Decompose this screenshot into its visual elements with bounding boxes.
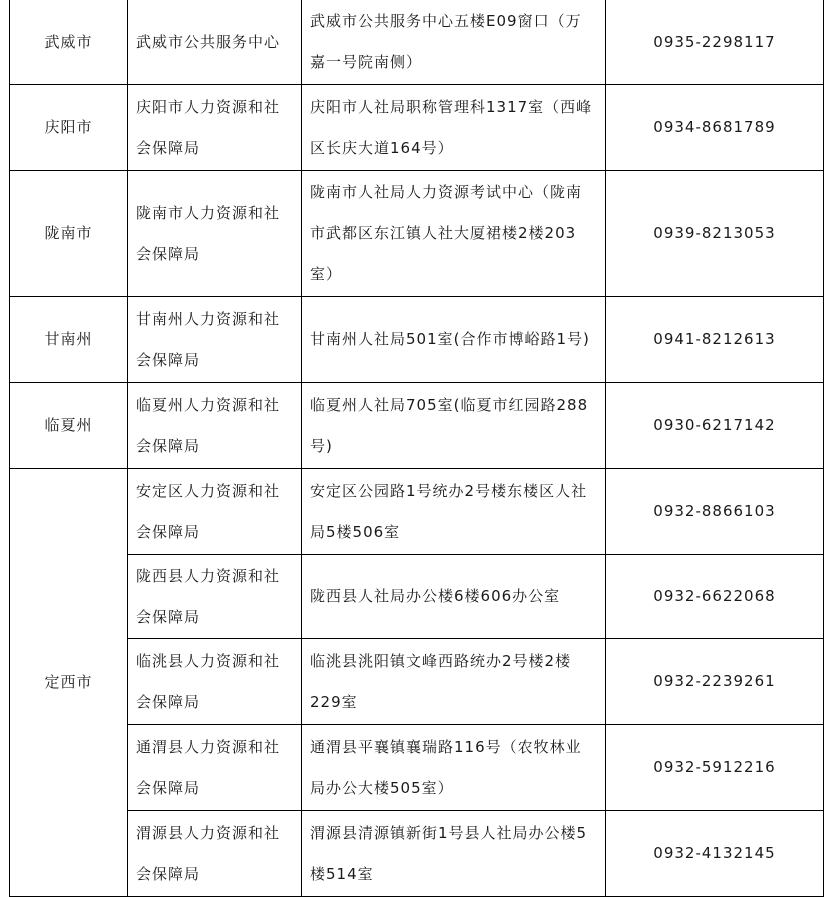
phone-cell: 0941-8212613 bbox=[606, 297, 824, 383]
phone-cell: 0932-5912216 bbox=[606, 725, 824, 811]
address-cell: 安定区公园路1号统办2号楼东楼区人社局5楼506室 bbox=[302, 469, 606, 555]
unit-cell: 陇南市人力资源和社会保障局 bbox=[128, 171, 302, 297]
unit-cell: 甘南州人力资源和社会保障局 bbox=[128, 297, 302, 383]
table-row bbox=[10, 297, 824, 383]
table-row bbox=[10, 171, 824, 297]
unit-cell: 陇西县人力资源和社会保障局 bbox=[128, 555, 302, 639]
city-cell: 临夏州 bbox=[10, 383, 128, 469]
phone-cell: 0932-8866103 bbox=[606, 469, 824, 555]
address-cell: 陇西县人社局办公楼6楼606办公室 bbox=[302, 555, 606, 639]
address-cell: 渭源县清源镇新街1号县人社局办公楼5楼514室 bbox=[302, 811, 606, 897]
city-cell: 庆阳市 bbox=[10, 85, 128, 171]
table-row bbox=[10, 383, 824, 469]
phone-cell: 0932-2239261 bbox=[606, 639, 824, 725]
unit-cell: 武威市公共服务中心 bbox=[128, 0, 302, 85]
phone-cell: 0935-2298117 bbox=[606, 0, 824, 85]
unit-cell: 渭源县人力资源和社会保障局 bbox=[128, 811, 302, 897]
city-cell: 甘南州 bbox=[10, 297, 128, 383]
city-cell: 武威市 bbox=[10, 0, 128, 85]
table-row bbox=[10, 0, 824, 85]
address-cell: 通渭县平襄镇襄瑞路116号（农牧林业局办公大楼505室） bbox=[302, 725, 606, 811]
table-row bbox=[10, 639, 824, 725]
phone-cell: 0930-6217142 bbox=[606, 383, 824, 469]
address-cell: 庆阳市人社局职称管理科1317室（西峰区长庆大道164号） bbox=[302, 85, 606, 171]
table-row bbox=[10, 555, 824, 639]
phone-cell: 0932-6622068 bbox=[606, 555, 824, 639]
phone-cell: 0932-4132145 bbox=[606, 811, 824, 897]
table-row bbox=[10, 725, 824, 811]
unit-cell: 临夏州人力资源和社会保障局 bbox=[128, 383, 302, 469]
phone-cell: 0939-8213053 bbox=[606, 171, 824, 297]
unit-cell: 临洮县人力资源和社会保障局 bbox=[128, 639, 302, 725]
phone-cell: 0934-8681789 bbox=[606, 85, 824, 171]
city-cell: 陇南市 bbox=[10, 171, 128, 297]
table-row bbox=[10, 469, 824, 555]
address-cell: 陇南市人社局人力资源考试中心（陇南市武都区东江镇人社大厦裙楼2楼203室） bbox=[302, 171, 606, 297]
address-cell: 临夏州人社局705室(临夏市红园路288号) bbox=[302, 383, 606, 469]
table-row bbox=[10, 811, 824, 897]
unit-cell: 庆阳市人力资源和社会保障局 bbox=[128, 85, 302, 171]
address-cell: 甘南州人社局501室(合作市博峪路1号) bbox=[302, 297, 606, 383]
unit-cell: 安定区人力资源和社会保障局 bbox=[128, 469, 302, 555]
unit-cell: 通渭县人力资源和社会保障局 bbox=[128, 725, 302, 811]
table-row bbox=[10, 85, 824, 171]
city-cell: 定西市 bbox=[10, 469, 128, 897]
address-cell: 临洮县洮阳镇文峰西路统办2号楼2楼229室 bbox=[302, 639, 606, 725]
contact-table bbox=[9, 0, 824, 897]
address-cell: 武威市公共服务中心五楼E09窗口（万嘉一号院南侧） bbox=[302, 0, 606, 85]
